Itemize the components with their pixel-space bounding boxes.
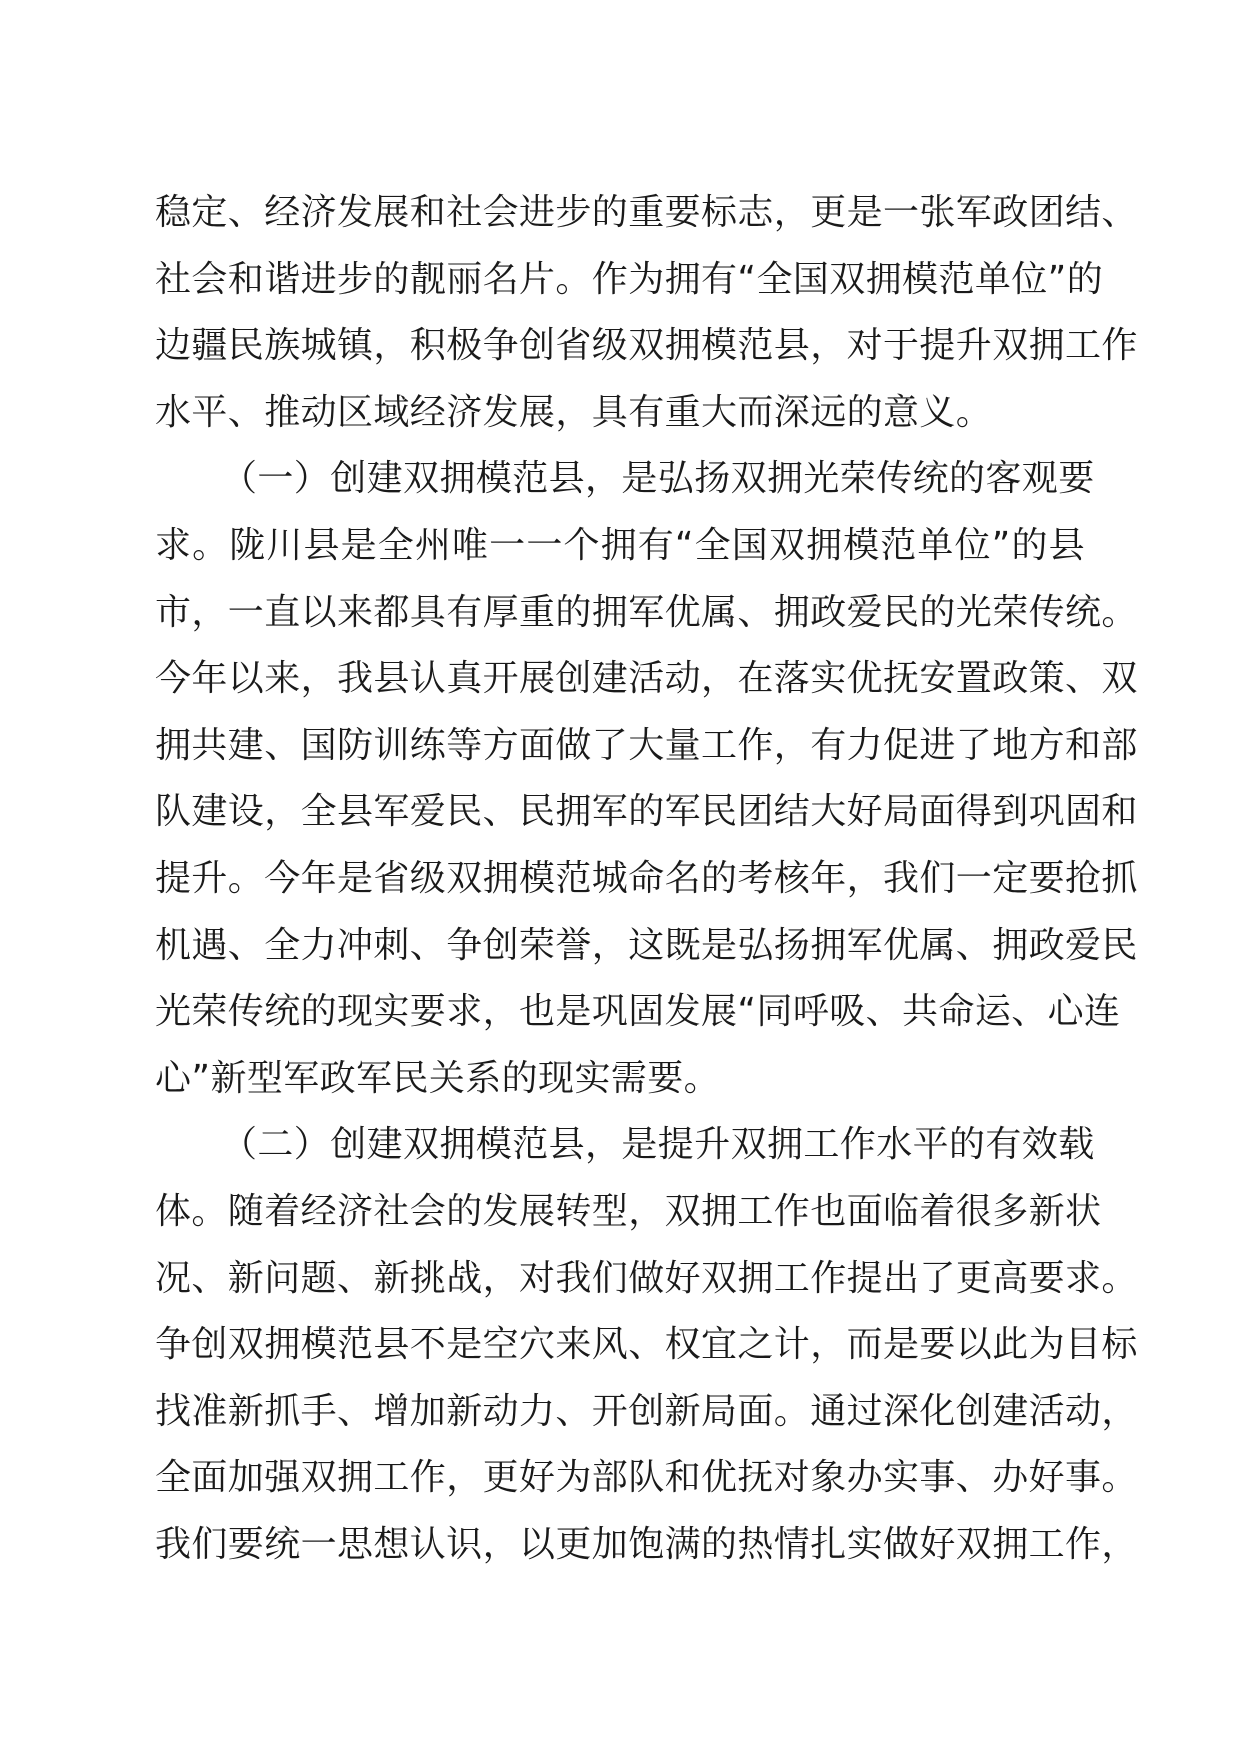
text-line: 机遇、全力冲刺、争创荣誉，这既是弘扬拥军优属、拥政爱民 [155, 924, 1138, 966]
text-line: 稳定、经济发展和社会进步的重要标志，更是一张军政团结、 [155, 192, 1138, 233]
section-heading-line: （二）创建双拥模范县，是提升双拥工作水平的有效载 [221, 1124, 1095, 1166]
text-line: 我们要统一思想认识，以更加饱满的热情扎实做好双拥工作， [155, 1523, 1138, 1565]
text-line: 找准新抓手、增加新动力、开创新局面。通过深化创建活动， [155, 1390, 1138, 1432]
text-line: 今年以来，我县认真开展创建活动，在落实优抚安置政策、双 [155, 658, 1138, 700]
body-text [155, 180, 1138, 1578]
text-line: 社会和谐进步的靓丽名片。作为拥有“全国双拥模范单位”的 [155, 258, 1104, 300]
text-line: 光荣传统的现实要求，也是巩固发展“同呼吸、共命运、心连 [155, 991, 1121, 1033]
text-line: 水平、推动区域经济发展，具有重大而深远的意义。 [155, 391, 993, 433]
text-line: 全面加强双拥工作，更好为部队和优抚对象办实事、办好事。 [155, 1457, 1138, 1499]
text-line: 拥共建、国防训练等方面做了大量工作，有力促进了地方和部 [155, 724, 1138, 766]
text-line: 队建设，全县军爱民、民拥军的军民团结大好局面得到巩固和 [155, 791, 1138, 833]
text-line: 争创双拥模范县不是空穴来风、权宜之计，而是要以此为目标 [155, 1324, 1138, 1366]
text-line: 求。陇川县是全州唯一一个拥有“全国双拥模范单位”的县 [155, 524, 1085, 566]
text-line: 提升。今年是省级双拥模范城命名的考核年，我们一定要抢抓 [155, 857, 1138, 899]
text-line: 况、新问题、新挑战，对我们做好双拥工作提出了更高要求。 [155, 1257, 1138, 1299]
section-heading-line: （一）创建双拥模范县，是弘扬双拥光荣传统的客观要 [221, 458, 1095, 500]
text-line: 市，一直以来都具有厚重的拥军优属、拥政爱民的光荣传统。 [155, 591, 1138, 633]
text-line: 心”新型军政军民关系的现实需要。 [155, 1057, 721, 1099]
text-line: 体。随着经济社会的发展转型，双拥工作也面临着很多新状 [155, 1190, 1102, 1232]
text-line: 边疆民族城镇，积极争创省级双拥模范县，对于提升双拥工作 [155, 325, 1138, 367]
